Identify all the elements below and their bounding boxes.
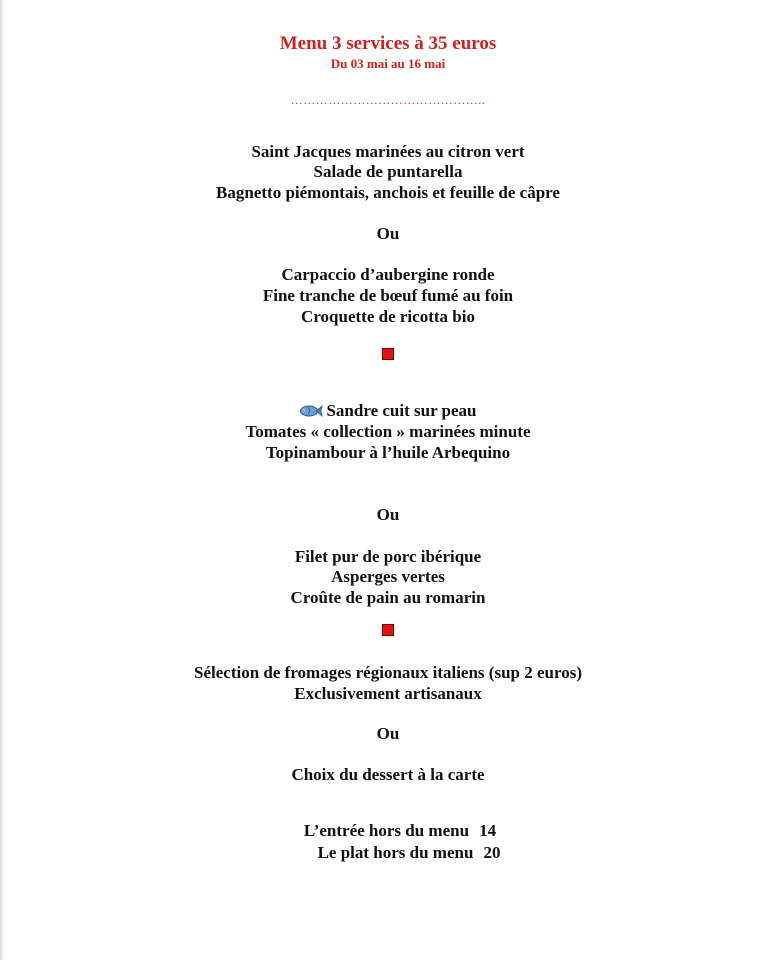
starter-or-label: Ou (376, 224, 400, 243)
starter-b-line-1: Carpaccio d’aubergine ronde (281, 265, 495, 284)
main-b-line-3: Croûte de pain au romarin (290, 588, 486, 607)
menu-title: Menu 3 services à 35 euros (279, 33, 497, 54)
starter-a-line-1: Saint Jacques marinées au citron vert (251, 142, 525, 161)
dessert-a-line-1: Sélection de fromages régionaux italiens (sup 2 euros) (194, 663, 582, 682)
starter-a-line-2: Salade de puntarella (313, 162, 463, 181)
main-a-line-3: Topinambour à l’huile Arbequino (265, 443, 511, 462)
price-value: 20 (483, 843, 501, 862)
red-square-icon (382, 348, 394, 360)
dessert-b-line: Choix du dessert à la carte (291, 765, 485, 784)
dotted-divider: ……………………………………….. (290, 93, 486, 107)
main-b-line-1: Filet pur de porc ibérique (294, 547, 482, 566)
starter-b-line-3: Croquette de ricotta bio (301, 307, 475, 326)
main-a-line-1 (0, 401, 768, 421)
dessert-or-label: Ou (376, 724, 400, 743)
main-a-line-2: Tomates « collection » marinées minute (245, 422, 531, 441)
main-or-label: Ou (376, 505, 400, 524)
fish-icon (299, 404, 323, 418)
starter-b-line-2: Fine tranche de bœuf fumé au foin (262, 286, 514, 305)
price-label: L’entrée hors du menu (303, 821, 470, 840)
menu-dates: Du 03 mai au 16 mai (330, 56, 446, 71)
dessert-a-line-2: Exclusivement artisanaux (294, 684, 482, 703)
main-a-line-1-text: Sandre cuit sur peau (326, 401, 477, 420)
starter-a-line-3: Bagnetto piémontais, anchois et feuille de câpre (216, 183, 560, 202)
price-label: Le plat hors du menu (317, 843, 474, 862)
price-row-starter (280, 821, 520, 841)
red-square-icon (382, 624, 394, 636)
price-row-main (289, 843, 529, 863)
price-value: 14 (479, 821, 497, 840)
main-b-line-2: Asperges vertes (331, 567, 445, 586)
